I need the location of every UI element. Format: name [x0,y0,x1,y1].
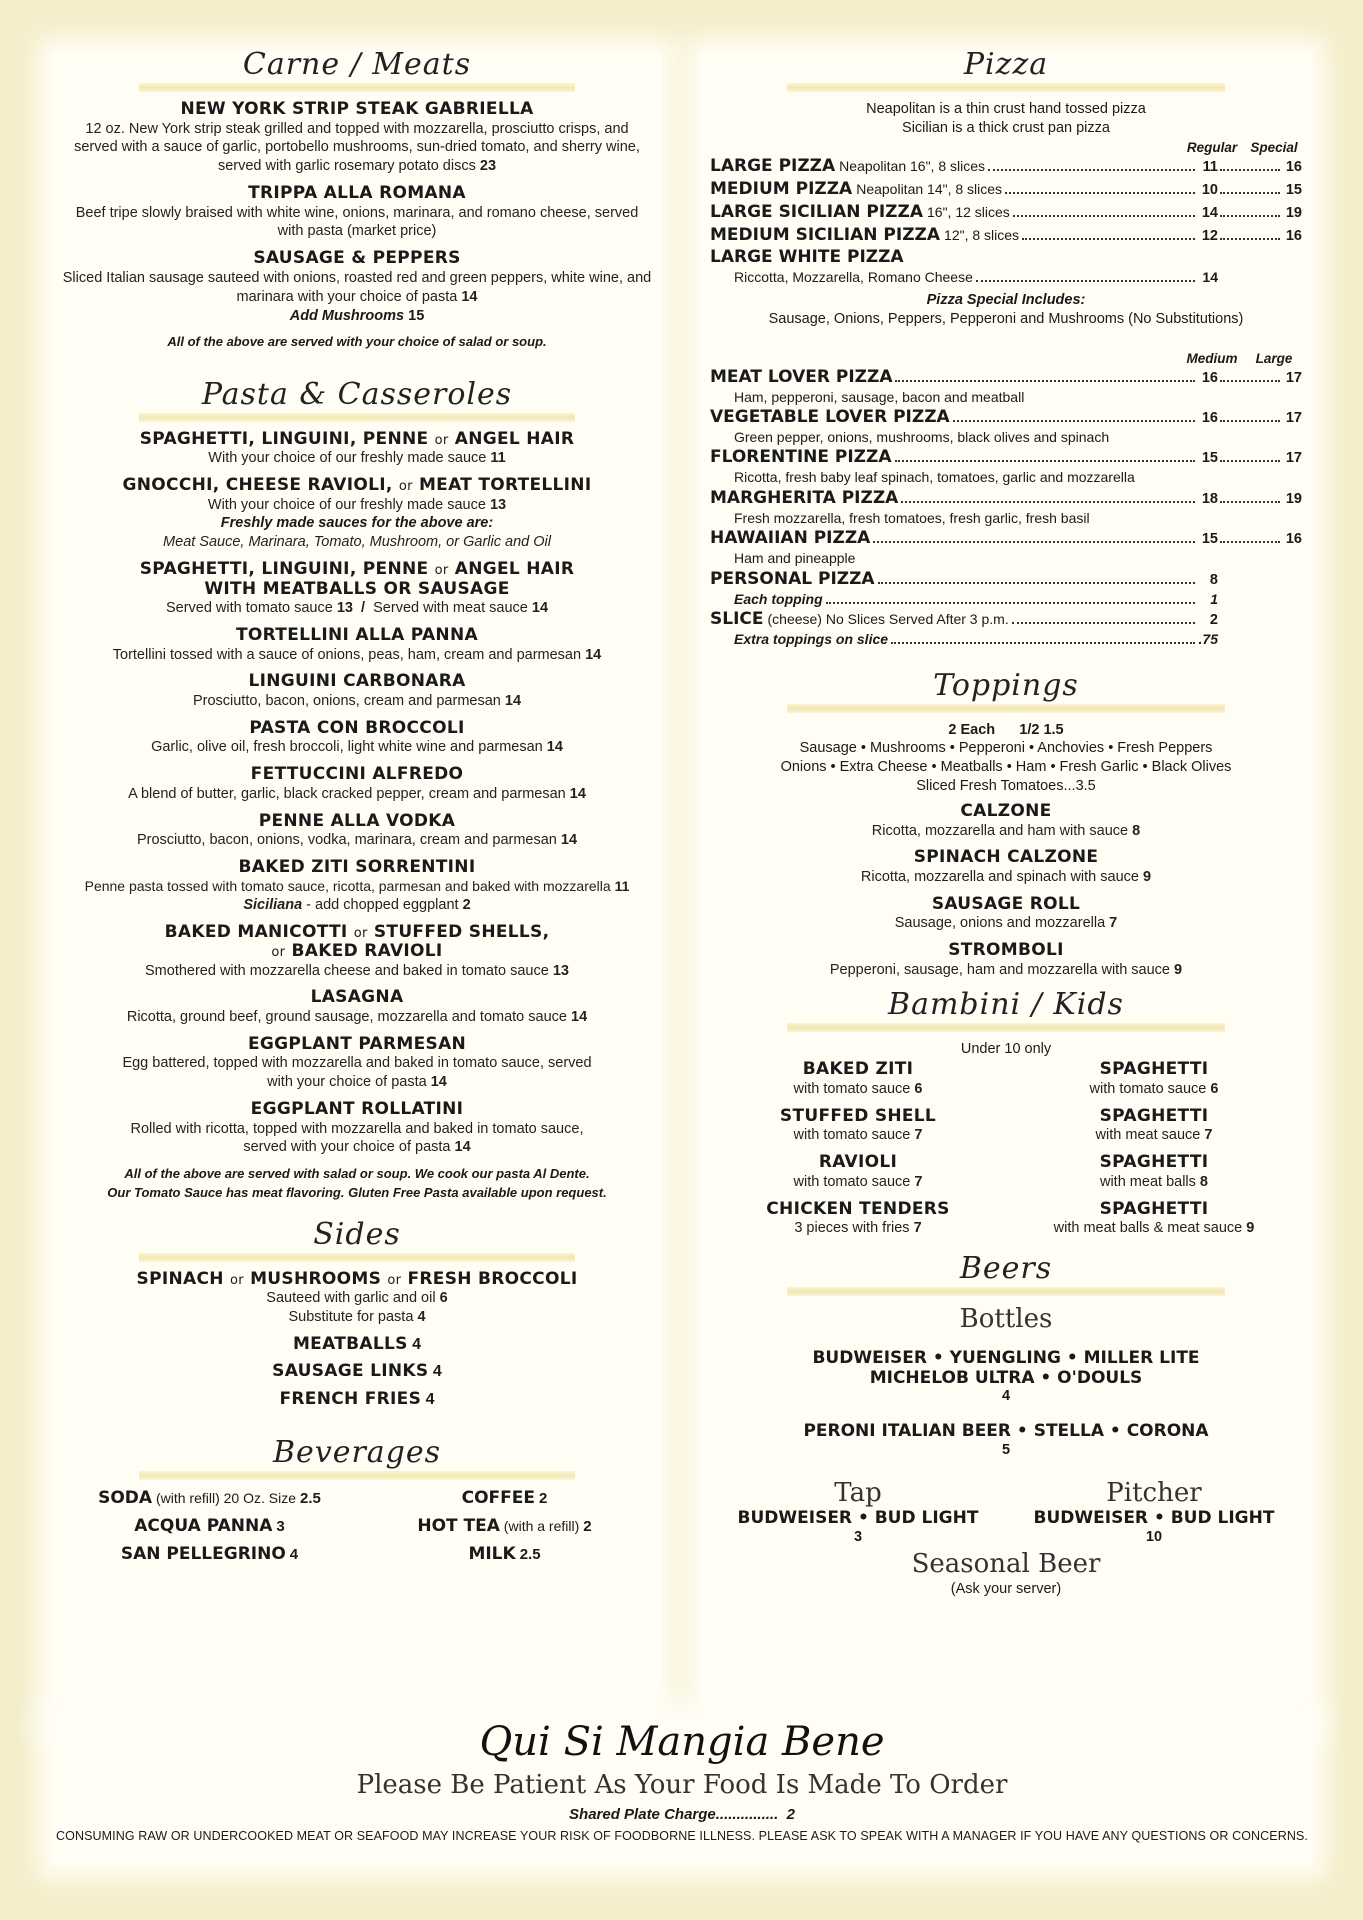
item-description: Beef tripe slowly braised with white wine, onions, marinara, and romano cheese, served with pasta (market price) [75,204,639,240]
section-divider [139,83,576,92]
pizza-row: LARGE WHITE PIZZA [710,247,904,268]
meats-note: All of the above are served with your choice of salad or soup. [167,334,547,350]
item-description: A blend of butter, garlic, black cracked pepper, cream and parmesan 14 [128,785,586,802]
item-description: Substitute for pasta 4 [288,1309,426,1326]
seasonal-note: (Ask your server) [950,1580,1062,1597]
beers-title: Beers [959,1250,1053,1286]
item-name-line2: or BAKED RAVIOLI [271,941,443,962]
item-name: SAUSAGE ROLL [931,893,1081,914]
menu-item [62,476,652,552]
toppings-list: Sliced Fresh Tomatoes...3.5 [916,778,1096,795]
menu-item [62,430,652,468]
seasonal-heading: Seasonal Beer [911,1548,1101,1579]
item-name: GNOCCHI, CHEESE RAVIOLI, or MEAT TORTELLINI [122,474,592,495]
draft-beers [710,1478,1302,1545]
menu-item [62,988,652,1026]
menu-item [62,1100,652,1157]
item-name: LINGUINI CARBONARA [248,671,466,692]
menu-item [710,895,1302,933]
item-description: Ricotta, mozzarella and spinach with sauce 9 [860,868,1152,885]
section-divider [787,83,1225,92]
item-description: Pepperoni, sausage, ham and mozzarella with sauce 9 [829,961,1183,978]
pasta-title: Pasta & Casseroles [201,376,513,412]
menu-item [710,941,1302,979]
toppings-price: 2 Each 1/2 1.5 [948,721,1064,738]
meats-title: Carne / Meats [242,47,472,82]
item-name: SAUSAGE & PEPPERS [253,248,461,269]
pizza-row: MEAT LOVER PIZZA 16 17 [710,366,1302,387]
item-price: 23 [479,158,497,175]
beer-price: 4 [1001,1388,1011,1405]
menu-item [710,848,1302,886]
item-name: PENNE ALLA VODKA [258,810,456,831]
special-desc: Sausage, Onions, Peppers, Pepperoni and Mushrooms (No Substitutions) [768,310,1244,327]
beverage-item: ACQUA PANNA 3 [134,1515,285,1536]
menu-item: SPAGHETTI with meat balls 8 [1099,1152,1209,1190]
item-price: 14 [461,288,478,305]
item-name: TORTELLINI ALLA PANNA [236,624,478,645]
menu-item [62,184,652,241]
item-description: Penne pasta tossed with tomato sauce, ricotta, parmesan and baked with mozzarella 11 [84,878,630,895]
item-name-line2: WITH MEATBALLS OR SAUSAGE [204,578,510,599]
menu-item: SPAGHETTI with meat balls & meat sauce 9 [1053,1198,1255,1237]
item-description: With your choice of our freshly made sauce 13 [207,496,507,513]
pizza-row: LARGE PIZZA Neapolitan 16", 8 slices 11 16 [710,155,1302,176]
pizza-subrow: Extra toppings on slice .75 [734,631,1218,648]
item-name: PASTA CON BROCCOLI [249,717,465,738]
pizza-row: MARGHERITA PIZZA 18 19 [710,487,1302,508]
toppings-section [710,669,1302,980]
menu-item: SAUSAGE LINKS 4 [272,1361,442,1382]
menu-item: CHICKEN TENDERS 3 pieces with fries 7 [766,1198,950,1237]
menu-item [62,1035,652,1092]
pizza-intro: Neapolitan is a thin crust hand tossed pizza Sicilian is a thick crust pan pizza [866,101,1146,136]
menu-item: STUFFED SHELL with tomato sauce 7 [779,1105,937,1144]
item-name: EGGPLANT PARMESAN [247,1033,467,1054]
beverages-list [62,1488,652,1564]
price-header: Medium Large [1186,350,1293,366]
section-divider [787,1023,1225,1032]
item-addon: Siciliana - add chopped eggplant 2 [243,896,471,913]
shared-plate-charge: Shared Plate Charge............... 2 [569,1806,795,1823]
kids-section [710,988,1302,1238]
tap-block [710,1478,1006,1545]
pasta-note: All of the above are served with salad or soup. We cook our pasta Al Dente. Our Tomato Sauce has meat flavoring. Gluten Free Pasta available upon request. [107,1166,607,1200]
menu-item [62,626,652,664]
pizza-subrow: Ham and pineapple [734,550,856,567]
pizza-subrow: Each topping 1 [734,590,1218,607]
item-description: Prosciutto, bacon, onions, vodka, marinara, cream and parmesan 14 [136,832,578,849]
beer-list: PERONI ITALIAN BEER • STELLA • CORONA [803,1421,1209,1442]
item-description: Rolled with ricotta, topped with mozzarella and baked in tomato sauce, served with your choice of pasta 14 [130,1120,584,1156]
beverage-item: MILK 2.5 [468,1543,541,1564]
price-header: Regular Special [1186,139,1298,155]
beer-price: 3 [853,1528,863,1545]
pizza-subrow: Green pepper, onions, mushrooms, black olives and spinach [734,428,1110,445]
item-name: STROMBOLI [948,940,1064,961]
pizza-subrow: Fresh mozzarella, fresh tomatoes, fresh garlic, fresh basil [734,509,1090,526]
item-description: Garlic, olive oil, fresh broccoli, light white wine and parmesan 14 [151,739,563,756]
pizza-row: SLICE (cheese) No Slices Served After 3 p.m. 2 [710,609,1218,630]
toppings-list: Sausage • Mushrooms • Pepperoni • Anchovies • Fresh Peppers [799,740,1213,757]
motto: Qui Si Mangia Bene [479,1719,885,1765]
item-name: CALZONE [960,801,1052,821]
beers-section [710,1252,1302,1599]
toppings-title: Toppings [933,667,1079,703]
item-description: Ricotta, ground beef, ground sausage, mozzarella and tomato sauce 14 [126,1009,588,1025]
menu-item [62,923,652,981]
beverage-item: SODA (with refill) 20 Oz. Size 2.5 [98,1487,321,1508]
item-name: SPAGHETTI, LINGUINI, PENNE or ANGEL HAIR [139,428,575,449]
pizza-title: Pizza [963,47,1049,82]
left-column [62,48,652,1564]
menu-item [62,765,652,803]
item-description: Prosciutto, bacon, onions, cream and parmesan 14 [192,692,522,709]
beer-price: 10 [1145,1528,1163,1545]
section-divider [139,1253,576,1262]
kids-note: Under 10 only [960,1040,1052,1057]
menu-item: MEATBALLS 4 [292,1333,422,1354]
section-divider [139,413,576,422]
pizza-row: PERSONAL PIZZA 8 [710,568,1218,589]
beverages-title: Beverages [272,1434,442,1470]
item-name: LASAGNA [310,987,404,1008]
item-description: Egg battered, topped with mozzarella and baked in tomato sauce, served with your choice of pasta 14 [122,1055,592,1091]
right-column [710,48,1302,1599]
beer-list: BUDWEISER • BUD LIGHT [1033,1507,1275,1528]
beer-list: MICHELOB ULTRA • O'DOULS [869,1367,1143,1388]
item-name: SPINACH or MUSHROOMS or FRESH BROCCOLI [136,1268,578,1289]
menu-item [710,802,1302,840]
beverage-item: SAN PELLEGRINO 4 [120,1543,299,1564]
section-divider [787,704,1225,713]
item-name: BAKED MANICOTTI or STUFFED SHELLS, [164,921,550,942]
patience-notice: Please Be Patient As Your Food Is Made To Order [356,1770,1008,1800]
beverage-item: COFFEE 2 [461,1487,548,1508]
beer-price: 5 [1001,1441,1011,1458]
footer [52,1720,1312,1843]
item-description: Sauteed with garlic and oil 6 [266,1290,448,1307]
item-description: 12 oz. New York strip steak grilled and topped with mozzarella, prosciutto crisps, and served with a sauce of garlic, portobello mushrooms, sun-dried tomato, and sherry wine, served with garlic rosemary potato discs 23 [74,120,640,175]
sides-section [62,1218,652,1410]
item-description: Tortellini tossed with a sauce of onions, peas, ham, cream and parmesan 14 [112,646,602,663]
tap-heading: Tap [834,1477,882,1508]
menu-item: FRENCH FRIES 4 [279,1389,435,1410]
pizza-subrow: Ricotta, fresh baby leaf spinach, tomatoes, garlic and mozzarella [734,469,1135,486]
pitcher-block [1006,1478,1302,1545]
sauces-list: Meat Sauce, Marinara, Tomato, Mushroom, or Garlic and Oil [163,534,551,551]
item-name: NEW YORK STRIP STEAK GABRIELLA [180,99,534,119]
sauces-label: Freshly made sauces for the above are: [220,515,494,532]
item-description: Sausage, onions and mozzarella 7 [894,915,1118,932]
beverage-item: HOT TEA (with a refill) 2 [417,1515,592,1536]
menu-item [62,560,652,618]
menu-item: RAVIOLI with tomato sauce 7 [793,1152,923,1190]
beer-list: BUDWEISER • YUENGLING • MILLER LITE [812,1348,1200,1369]
menu-item: BAKED ZITI with tomato sauce 6 [793,1059,923,1097]
section-divider [787,1287,1225,1296]
item-description: Served with tomato sauce 13 / Served with meat sauce 14 [165,600,549,617]
item-name: SPINACH CALZONE [913,847,1099,868]
pitcher-heading: Pitcher [1106,1477,1202,1508]
item-addon: Add Mushrooms 15 [289,307,425,324]
item-name: SPAGHETTI, LINGUINI, PENNE or ANGEL HAIR [139,559,575,580]
menu-item [62,249,652,325]
menu-item [62,672,652,710]
beverages-section [62,1436,652,1564]
pasta-section [62,378,652,1202]
item-description: Sliced Italian sausage sauteed with onions, roasted red and green peppers, white wine, and marinara with your choice of pasta 14 [62,269,652,305]
pizza-row: MEDIUM PIZZA Neapolitan 14", 8 slices 10 15 [710,178,1302,199]
menu-item: SPAGHETTI with tomato sauce 6 [1089,1059,1219,1097]
kids-title: Bambini / Kids [888,986,1124,1022]
menu-item [62,100,652,176]
pizza-subrow: Riccotta, Mozzarella, Romano Cheese 14 [734,269,1218,286]
pizza-subrow: Ham, pepperoni, sausage, bacon and meatball [734,388,1025,405]
pizza-row: FLORENTINE PIZZA 15 17 [710,447,1302,468]
pizza-row: HAWAIIAN PIZZA 15 16 [710,528,1302,549]
section-divider [139,1471,576,1480]
sides-title: Sides [313,1216,401,1252]
menu-item: SPAGHETTI with meat sauce 7 [1095,1105,1213,1144]
menu-item [62,858,652,915]
menu-item [62,1270,652,1327]
menu-item [62,719,652,757]
pizza-section [710,48,1302,649]
kids-list [710,1060,1302,1238]
pizza-row: LARGE SICILIAN PIZZA 16", 12 slices 14 19 [710,201,1302,222]
special-label: Pizza Special Includes: [926,291,1086,308]
item-description: Ricotta, mozzarella and ham with sauce 8 [871,822,1141,839]
bottles-heading: Bottles [959,1303,1053,1334]
pizza-row: MEDIUM SICILIAN PIZZA 12", 8 slices 12 16 [710,224,1302,245]
item-description: With your choice of our freshly made sauce 11 [208,450,506,467]
item-description: Smothered with mozzarella cheese and baked in tomato sauce 13 [145,962,569,979]
menu-item [62,812,652,850]
beer-list: BUDWEISER • BUD LIGHT [737,1507,979,1528]
meats-section [62,48,652,352]
item-name: TRIPPA ALLA ROMANA [248,183,466,204]
item-name: EGGPLANT ROLLATINI [250,1099,464,1120]
item-name: BAKED ZITI SORRENTINI [238,856,476,877]
item-name: FETTUCCINI ALFREDO [250,764,464,785]
pizza-row: VEGETABLE LOVER PIZZA 16 17 [710,407,1302,427]
food-safety-warning: CONSUMING RAW OR UNDERCOOKED MEAT OR SEAFOOD MAY INCREASE YOUR RISK OF FOODBORNE ILLNESS. PLEASE ASK TO SPEAK WITH A MANAGER IF YOU HAVE ANY QUESTIONS OR CONCERNS. [56,1829,1308,1843]
toppings-list: Onions • Extra Cheese • Meatballs • Ham • Fresh Garlic • Black Olives [780,759,1232,776]
